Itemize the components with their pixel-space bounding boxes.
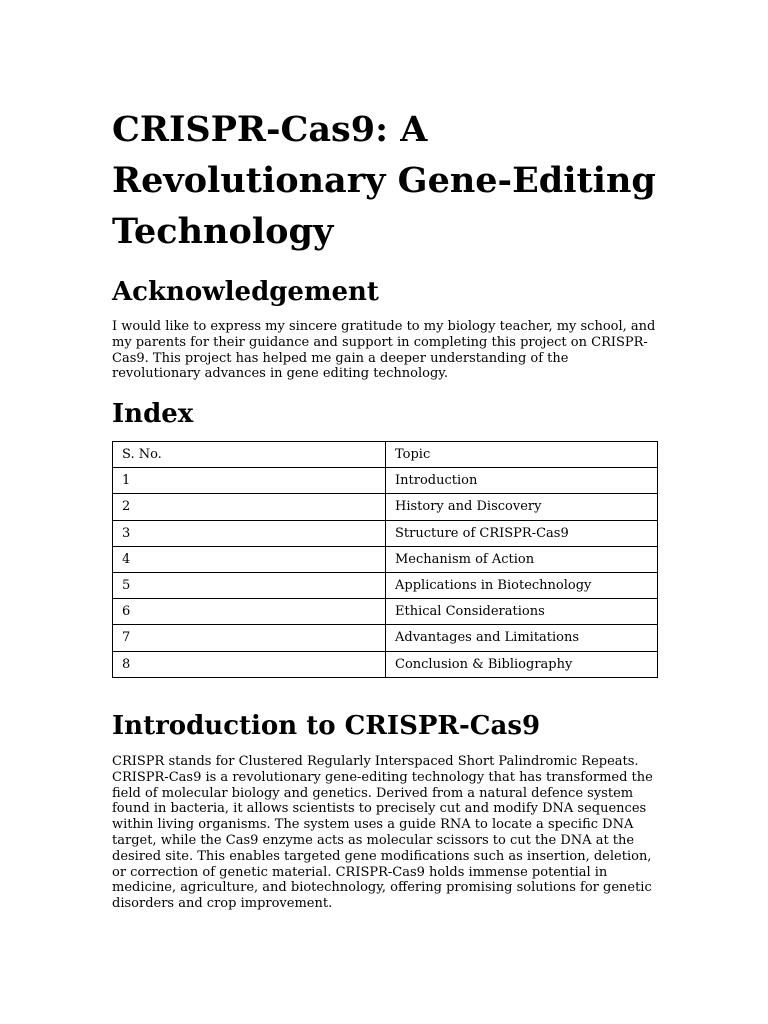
column-header-sno: S. No. [113,442,386,468]
table-cell-sno: 2 [113,494,386,520]
table-cell-topic: Mechanism of Action [386,546,658,572]
table-cell-topic: Advantages and Limitations [386,625,658,651]
table-cell-topic: Conclusion & Bibliography [386,651,658,677]
index-heading: Index [112,399,194,429]
table-row [113,651,658,677]
table-cell-sno: 5 [113,572,386,598]
table-row [113,572,658,598]
table-cell-sno: 4 [113,546,386,572]
table-row [113,625,658,651]
table-row [113,546,658,572]
table-cell-sno: 8 [113,651,386,677]
column-header-topic: Topic [386,442,658,468]
table-row [113,599,658,625]
index-table [112,441,658,678]
table-cell-topic: Introduction [386,468,658,494]
table-row [113,468,658,494]
table-cell-topic: Structure of CRISPR-Cas9 [386,520,658,546]
table-cell-topic: History and Discovery [386,494,658,520]
table-cell-sno: 7 [113,625,386,651]
table-row [113,520,658,546]
acknowledgement-heading: Acknowledgement [112,277,379,307]
introduction-heading: Introduction to CRISPR-Cas9 [112,711,541,741]
table-cell-sno: 1 [113,468,386,494]
table-cell-topic: Ethical Considerations [386,599,658,625]
introduction-text: CRISPR stands for Clustered Regularly Interspaced Short Palindromic Repeats. CRISPR-Cas9 is a revolutionary gene-editing technology that has transformed the field of molecular biology and genetics. Derived from a natural defence system found in bacteria, it allows scientists to precisely cut and modify DNA sequences within living organisms. The system uses a guide RNA to locate a specific DNA target, while the Cas9 enzyme acts as molecular scissors to cut the DNA at the desired site. This enables targeted gene modifications such as insertion, deletion, or correction of genetic material. CRISPR-Cas9 holds immense potential in medicine, agriculture, and biotechnology, offering promising solutions for genetic disorders and crop improvement. [112,754,653,912]
table-cell-sno: 6 [113,599,386,625]
table-cell-topic: Applications in Biotechnology [386,572,658,598]
table-header-row [113,442,658,468]
document-title: CRISPR-Cas9: A Revolutionary Gene-Editing Technology [112,109,656,252]
acknowledgement-text: I would like to express my sincere gratitude to my biology teacher, my school, and my parents for their guidance and support in completing this project on CRISPR-Cas9. This project has helped me gain a deeper understanding of the revolutionary advances in gene editing technology. [112,319,656,382]
table-cell-sno: 3 [113,520,386,546]
table-row [113,494,658,520]
